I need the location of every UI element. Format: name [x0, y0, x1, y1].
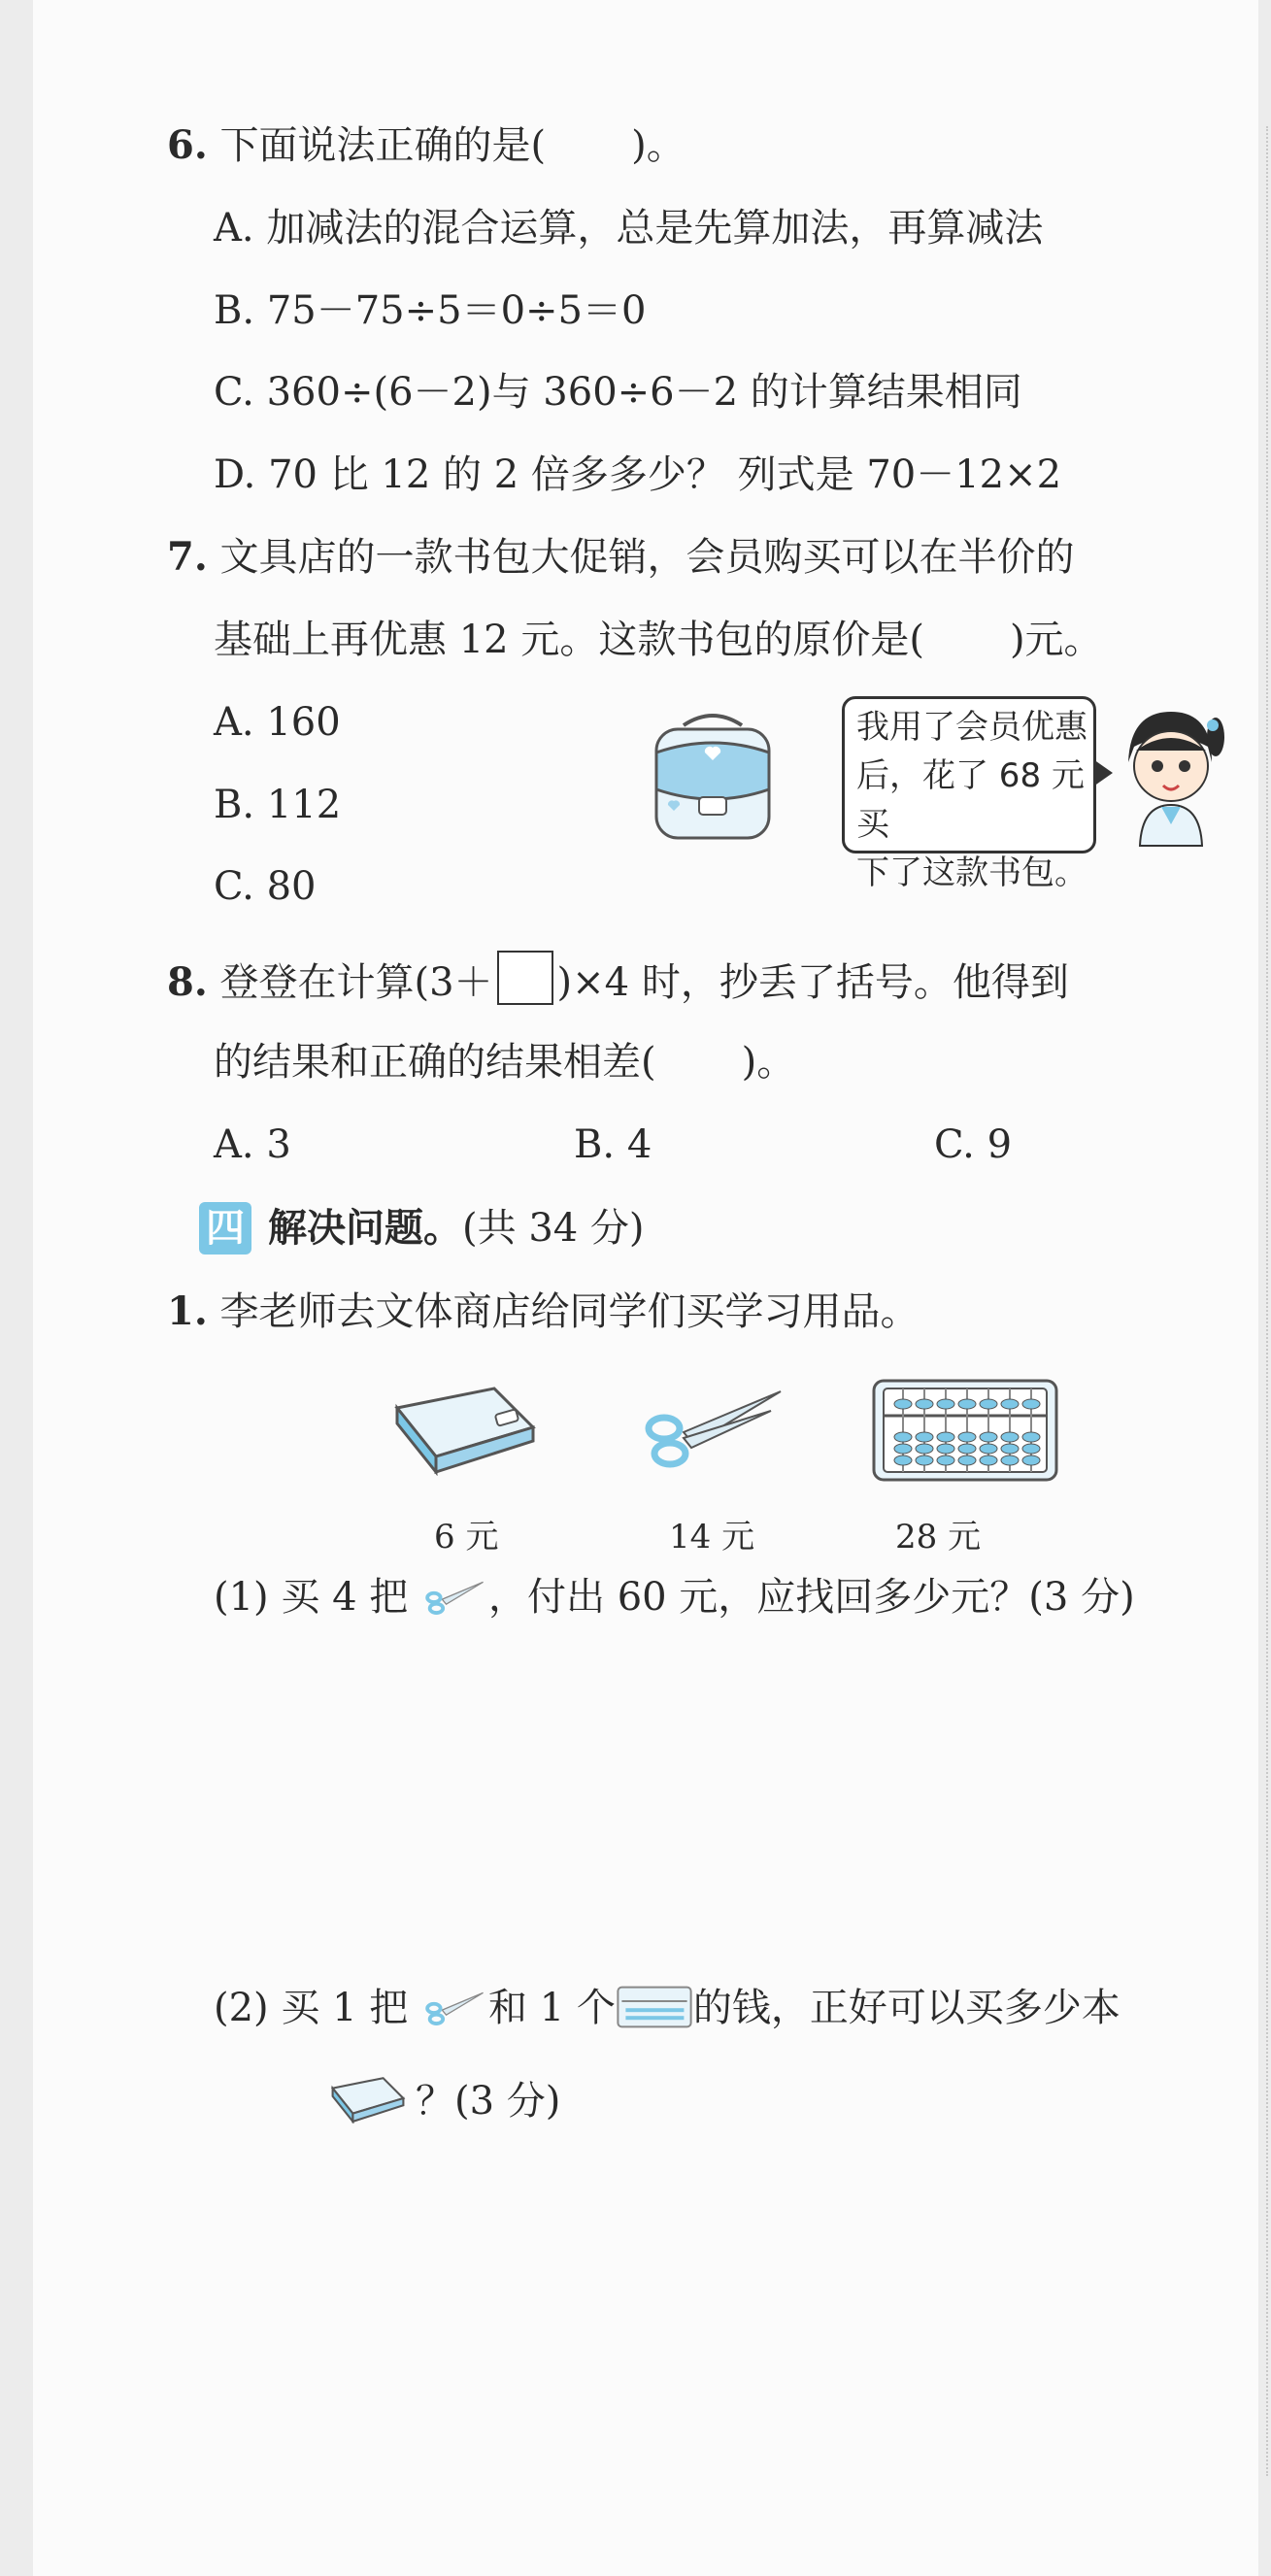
notebook-small-icon — [320, 2073, 416, 2124]
q8-option-b: B. 4 — [574, 1122, 652, 1167]
scissors-small-icon — [420, 1990, 488, 2026]
abacus-small-icon — [616, 1986, 693, 2028]
q8-line1: 8. 登登在计算(3＋ )×4 时，抄丢了括号。他得到 — [167, 951, 1069, 1005]
worksheet-page — [33, 0, 1258, 2576]
abacus-price: 28 元 — [895, 1518, 982, 1556]
section-score: (共 34 分) — [462, 1206, 645, 1251]
q7-option-c: C. 80 — [214, 864, 317, 909]
page-edge-dashes — [1266, 126, 1268, 2476]
q7-option-b: B. 112 — [214, 783, 342, 827]
q7-line2: 基础上再优惠 12 元。这款书包的原价是( )元。 — [214, 618, 1103, 662]
q8-number: 8. — [167, 959, 208, 1005]
q8-option-a: A. 3 — [214, 1122, 291, 1167]
q6-stem: 6. 下面说法正确的是( )。 — [167, 122, 686, 168]
notebook-price: 6 元 — [434, 1518, 499, 1556]
q6-option-b: B. 75－75÷5＝0÷5＝0 — [214, 288, 647, 333]
backpack-icon — [645, 704, 781, 845]
section-badge: 四 — [199, 1202, 251, 1255]
q6-option-a: A. 加减法的混合运算，总是先算加法，再算减法 — [214, 206, 1044, 251]
abacus-icon — [870, 1377, 1060, 1484]
p1-sub1: (1) 买 4 把 ，付出 60 元，应找回多少元？(3 分) — [214, 1575, 1135, 1620]
q6-option-d: D. 70 比 12 的 2 倍多多少？ 列式是 70－12×2 — [214, 452, 1062, 497]
section-title: 解决问题。(共 34 分) — [268, 1206, 645, 1251]
q6-number: 6. — [167, 122, 208, 168]
notebook-icon — [387, 1379, 543, 1476]
p1-sub2-line1: (2) 买 1 把 和 1 个 的钱，正好可以买多少本 — [214, 1986, 1120, 2030]
q7-option-a: A. 160 — [214, 700, 341, 745]
q8-line2: 的结果和正确的结果相差( )。 — [214, 1040, 796, 1085]
speech-bubble-tail — [1093, 759, 1113, 786]
q7-line1: 7. 文具店的一款书包大促销，会员购买可以在半价的 — [167, 534, 1075, 580]
p1-number: 1. — [167, 1288, 208, 1334]
q8-empty-box[interactable] — [497, 951, 553, 1005]
speech-bubble: 我用了会员优惠 后，花了 68 元买 下了这款书包。 — [842, 696, 1096, 853]
q8-option-c: C. 9 — [934, 1122, 1013, 1167]
girl-character-icon — [1111, 704, 1227, 850]
scissors-small-icon — [420, 1579, 488, 1616]
scissors-icon — [635, 1384, 790, 1471]
q6-option-c: C. 360÷(6－2)与 360÷6－2 的计算结果相同 — [214, 370, 1022, 415]
p1-sub2-line2: ？(3 分) — [320, 2073, 560, 2124]
scissors-price: 14 元 — [669, 1518, 755, 1556]
p1-stem: 1. 李老师去文体商店给同学们买学习用品。 — [167, 1288, 920, 1334]
q7-number: 7. — [167, 534, 208, 580]
